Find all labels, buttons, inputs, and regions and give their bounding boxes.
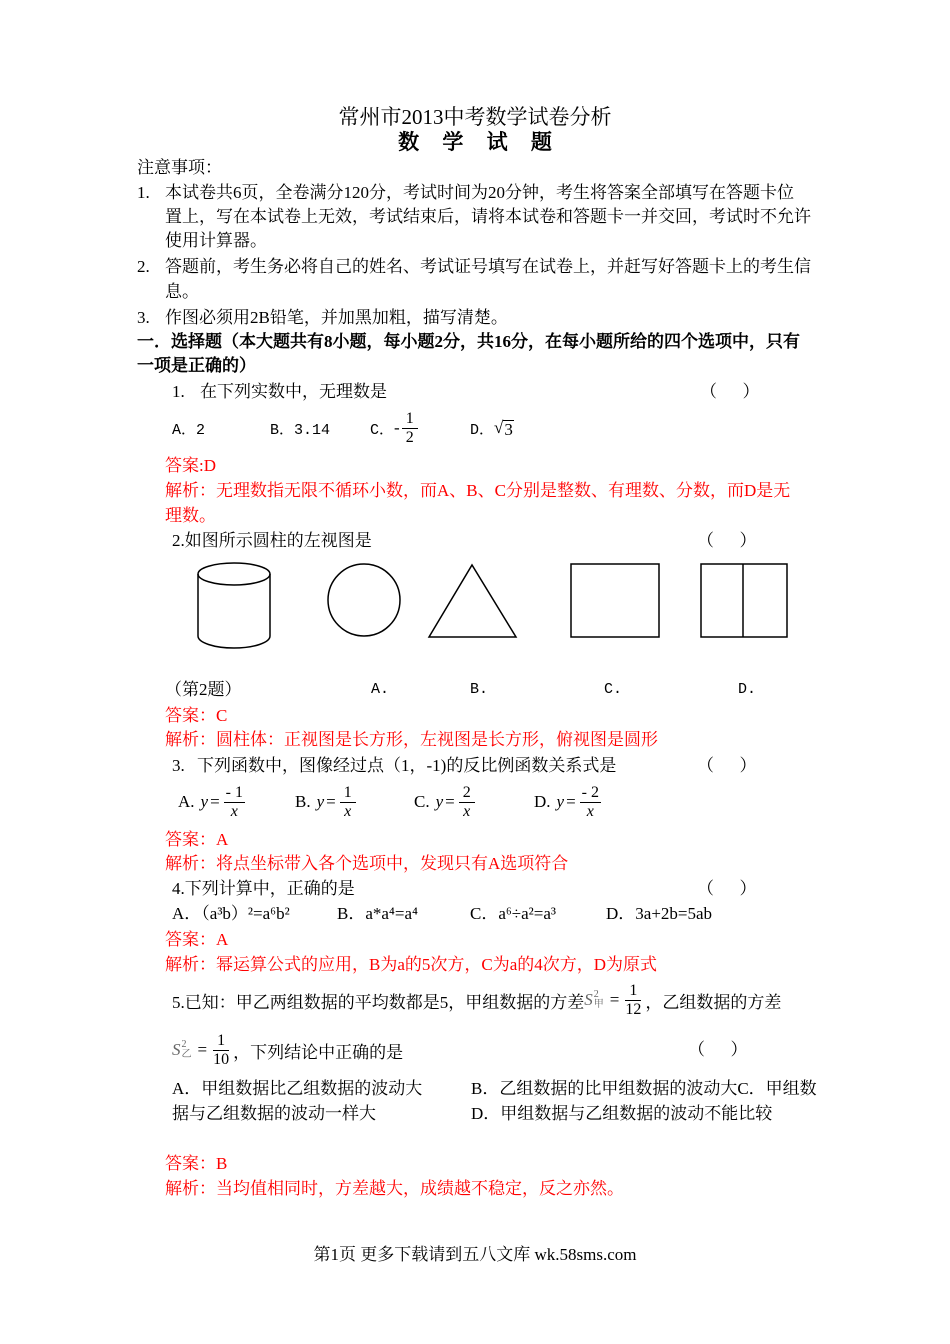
- q4-explanation: 解析：幂运算公式的应用，B为a的5次方，C为a的4次方，D为原式: [165, 955, 658, 974]
- q5-stem-1-tail: ，乙组数据的方差: [645, 992, 782, 1012]
- q3-number: 3.: [172, 756, 185, 775]
- notice-item-2-line-1: 答题前，考生务必将自己的姓名、考试证号填写在试卷上，并赶写好答题卡上的考生信: [165, 257, 811, 276]
- q1-answer-bracket: （ ）: [700, 382, 760, 401]
- q3-option-b-label: B.: [295, 792, 311, 811]
- q4-stem: 4.下列计算中，正确的是: [172, 879, 355, 898]
- q3-option-d-label: D.: [534, 792, 551, 811]
- q2-answer: 答案：C: [165, 706, 228, 725]
- q4-option-b: B．a*a⁴=a⁴: [337, 904, 418, 923]
- q5-variance-b-fraction: [211, 1032, 231, 1069]
- q5-answer: 答案：B: [165, 1154, 228, 1173]
- q5-variance-a-scripts: [594, 990, 604, 1010]
- option-a-circle: [328, 564, 400, 636]
- q3-stem: 下列函数中，图像经过点（1，-1)的反比例函数关系式是: [197, 756, 617, 775]
- q2-label-c: C.: [604, 681, 623, 698]
- q3-option-c: [414, 780, 477, 824]
- q5-stem-2-tail: ，下列结论中正确的是: [233, 1042, 404, 1062]
- q3-option-d-eq: =: [566, 792, 576, 811]
- q2-label-a: A.: [371, 681, 390, 698]
- q3-option-a: [178, 780, 247, 824]
- notice-heading: 注意事项：: [137, 158, 222, 177]
- option-d-outline: [701, 564, 787, 637]
- q1-explanation-line-2: 理数。: [165, 506, 216, 525]
- q1-explanation-line-1: 解析：无理数指无限不循环小数，而A、B、C分别是整数、有理数、分数，而D是无: [165, 481, 791, 500]
- q3-option-c-fraction: [459, 784, 475, 821]
- section-heading-line-1: 一．选择题（本大题共有8小题，每小题2分，共16分，在每小题所给的四个选项中，只有: [137, 332, 800, 351]
- q5-answer-bracket: （ ）: [688, 1040, 748, 1059]
- q1-stem: 在下列实数中，无理数是: [200, 382, 387, 401]
- q5-stem-line-1: [172, 978, 781, 1022]
- q5-variance-a-eq: =: [609, 990, 620, 1009]
- q3-option-d-fraction: [580, 784, 601, 821]
- q3-answer-bracket: （ ）: [697, 756, 757, 775]
- q2-label-d: D.: [738, 681, 757, 698]
- q3-option-d-var: y: [556, 792, 565, 811]
- q5-variance-b-numerator: 1: [213, 1032, 229, 1051]
- q5-variance-b-sub: 乙: [181, 1049, 192, 1060]
- q5-variance-a-denominator: 12: [625, 1000, 642, 1018]
- q3-option-d-denominator: x: [586, 802, 594, 820]
- q5-option-d: D．甲组数据与乙组数据的波动不能比较: [471, 1104, 773, 1123]
- q1-answer: 答案:D: [165, 456, 216, 475]
- q1-option-c-label: C．: [370, 421, 395, 439]
- q5-variance-a-fraction: [623, 982, 643, 1019]
- q5-option-a: A．甲组数据比乙组数据的波动大: [172, 1079, 423, 1098]
- q1-number: 1.: [172, 382, 185, 401]
- notice-item-2-line-2: 息。: [165, 282, 199, 301]
- q1-option-a: A．2: [172, 421, 206, 439]
- q4-option-a: A．（a³b）²=a⁶b²: [172, 904, 290, 923]
- q3-option-a-numerator: - 1: [225, 783, 243, 801]
- q2-stem: 2.如图所示圆柱的左视图是: [172, 531, 372, 550]
- notice-item-2-number: 2.: [137, 257, 150, 276]
- notice-item-1-line-2: 置上，写在本试卷上无效，考试结束后，请将本试卷和答题卡一并交回，考试时不允许: [165, 207, 811, 226]
- q3-option-d: [534, 780, 603, 824]
- q5-variance-a: [584, 990, 604, 1010]
- q1-option-c-numerator: 1: [402, 410, 418, 429]
- notice-item-1-line-3: 使用计算器。: [165, 231, 267, 250]
- q3-option-b-eq: =: [326, 792, 336, 811]
- q1-option-d-label: D．: [470, 421, 495, 439]
- q3-option-b-numerator: 1: [340, 784, 356, 803]
- cylinder-figure: [198, 563, 270, 648]
- q5-variance-b-sup: 2: [181, 1039, 187, 1050]
- q4-option-d: D．3a+2b=5ab: [606, 904, 713, 923]
- q5-option-c-tail: 据与乙组数据的波动一样大: [172, 1104, 376, 1123]
- notice-item-1-line-1: 本试卷共6页，全卷满分120分，考试时间为20分钟，考生将答案全部填写在答题卡位: [165, 183, 794, 202]
- option-b-triangle: [429, 565, 516, 637]
- q3-option-a-eq: =: [210, 792, 220, 811]
- q1-option-c-denominator: 2: [405, 428, 414, 446]
- q3-option-c-label: C.: [414, 792, 430, 811]
- page-footer: 第1页 更多下载请到五八文库 wk.58sms.com: [313, 1245, 637, 1264]
- q1-option-c-fraction: [402, 410, 418, 447]
- q2-explanation: 解析：圆柱体：正视图是长方形，左视图是长方形，俯视图是圆形: [165, 730, 658, 749]
- q5-stem-line-2: [172, 1028, 403, 1072]
- q3-answer: 答案：A: [165, 830, 229, 849]
- q2-figure-caption: （第2题）: [165, 680, 242, 699]
- q5-variance-a-numerator: 1: [625, 982, 641, 1001]
- q4-answer-bracket: （ ）: [697, 879, 757, 898]
- q1-option-b: B．3.14: [270, 421, 331, 439]
- q5-variance-b-denominator: 10: [213, 1050, 230, 1068]
- cylinder-top: [198, 563, 270, 585]
- option-d-divided-rectangle: [701, 564, 787, 637]
- q3-option-b: [295, 780, 358, 824]
- q5-stem-1: 5.已知：甲乙两组数据的平均数都是5，甲组数据的方差: [172, 992, 585, 1012]
- option-c-rectangle: [571, 564, 659, 637]
- q4-option-c: C．a⁶÷a²=a³: [470, 904, 557, 923]
- q3-option-a-fraction: [224, 784, 245, 821]
- q3-option-c-var: y: [435, 792, 444, 811]
- q1-option-c-sign: -: [394, 418, 400, 437]
- q3-option-a-var: y: [200, 792, 209, 811]
- notice-item-3-number: 3.: [137, 308, 150, 327]
- q5-variance-b-eq: =: [197, 1040, 208, 1059]
- document-title: 常州市2013中考数学试卷分析: [338, 105, 612, 129]
- q5-variance-a-sub: 甲: [593, 999, 604, 1010]
- q5-option-b-c: B．乙组数据的比甲组数据的波动大C．甲组数: [471, 1079, 817, 1098]
- q5-variance-b-symbol: S: [172, 1040, 181, 1059]
- q3-option-b-fraction: [340, 784, 356, 821]
- q3-option-b-denominator: x: [344, 802, 352, 820]
- q3-explanation: 解析：将点坐标带入各个选项中，发现只有A选项符合: [165, 854, 569, 873]
- q3-option-b-var: y: [316, 792, 325, 811]
- q1-option-d: [470, 406, 514, 450]
- q2-answer-bracket: （ ）: [697, 531, 757, 550]
- q2-label-b: B.: [470, 681, 489, 698]
- q3-option-c-denominator: x: [463, 802, 471, 820]
- q3-option-a-label: A.: [178, 792, 195, 811]
- notice-item-3-line-1: 作图必须用2B铅笔，并加黑加粗，描写清楚。: [165, 308, 508, 327]
- q5-variance-a-symbol: S: [584, 990, 593, 1009]
- q3-option-a-denominator: x: [230, 802, 238, 820]
- q3-option-c-numerator: 2: [459, 784, 475, 803]
- q5-variance-b-scripts: [182, 1040, 192, 1060]
- q1-option-c: [370, 406, 420, 450]
- q2-figures: [0, 550, 950, 660]
- q5-variance-b: [172, 1040, 192, 1060]
- q5-explanation: 解析：当均值相同时，方差越大，成绩越不稳定，反之亦然。: [165, 1179, 624, 1198]
- q5-variance-a-sup: 2: [593, 989, 599, 1000]
- q1-option-d-radical: [494, 418, 514, 438]
- q3-option-c-eq: =: [445, 792, 455, 811]
- cylinder-bottom: [198, 636, 270, 648]
- document-subtitle: 数 学 试 题: [398, 130, 552, 154]
- q4-answer: 答案：A: [165, 930, 229, 949]
- notice-item-1-number: 1.: [137, 183, 150, 202]
- q3-option-d-numerator: - 2: [581, 783, 599, 801]
- section-heading-line-2: 一项是正确的）: [137, 356, 256, 375]
- q1-option-d-radicand: 3: [504, 420, 513, 439]
- radical-sign-icon: √: [494, 418, 504, 437]
